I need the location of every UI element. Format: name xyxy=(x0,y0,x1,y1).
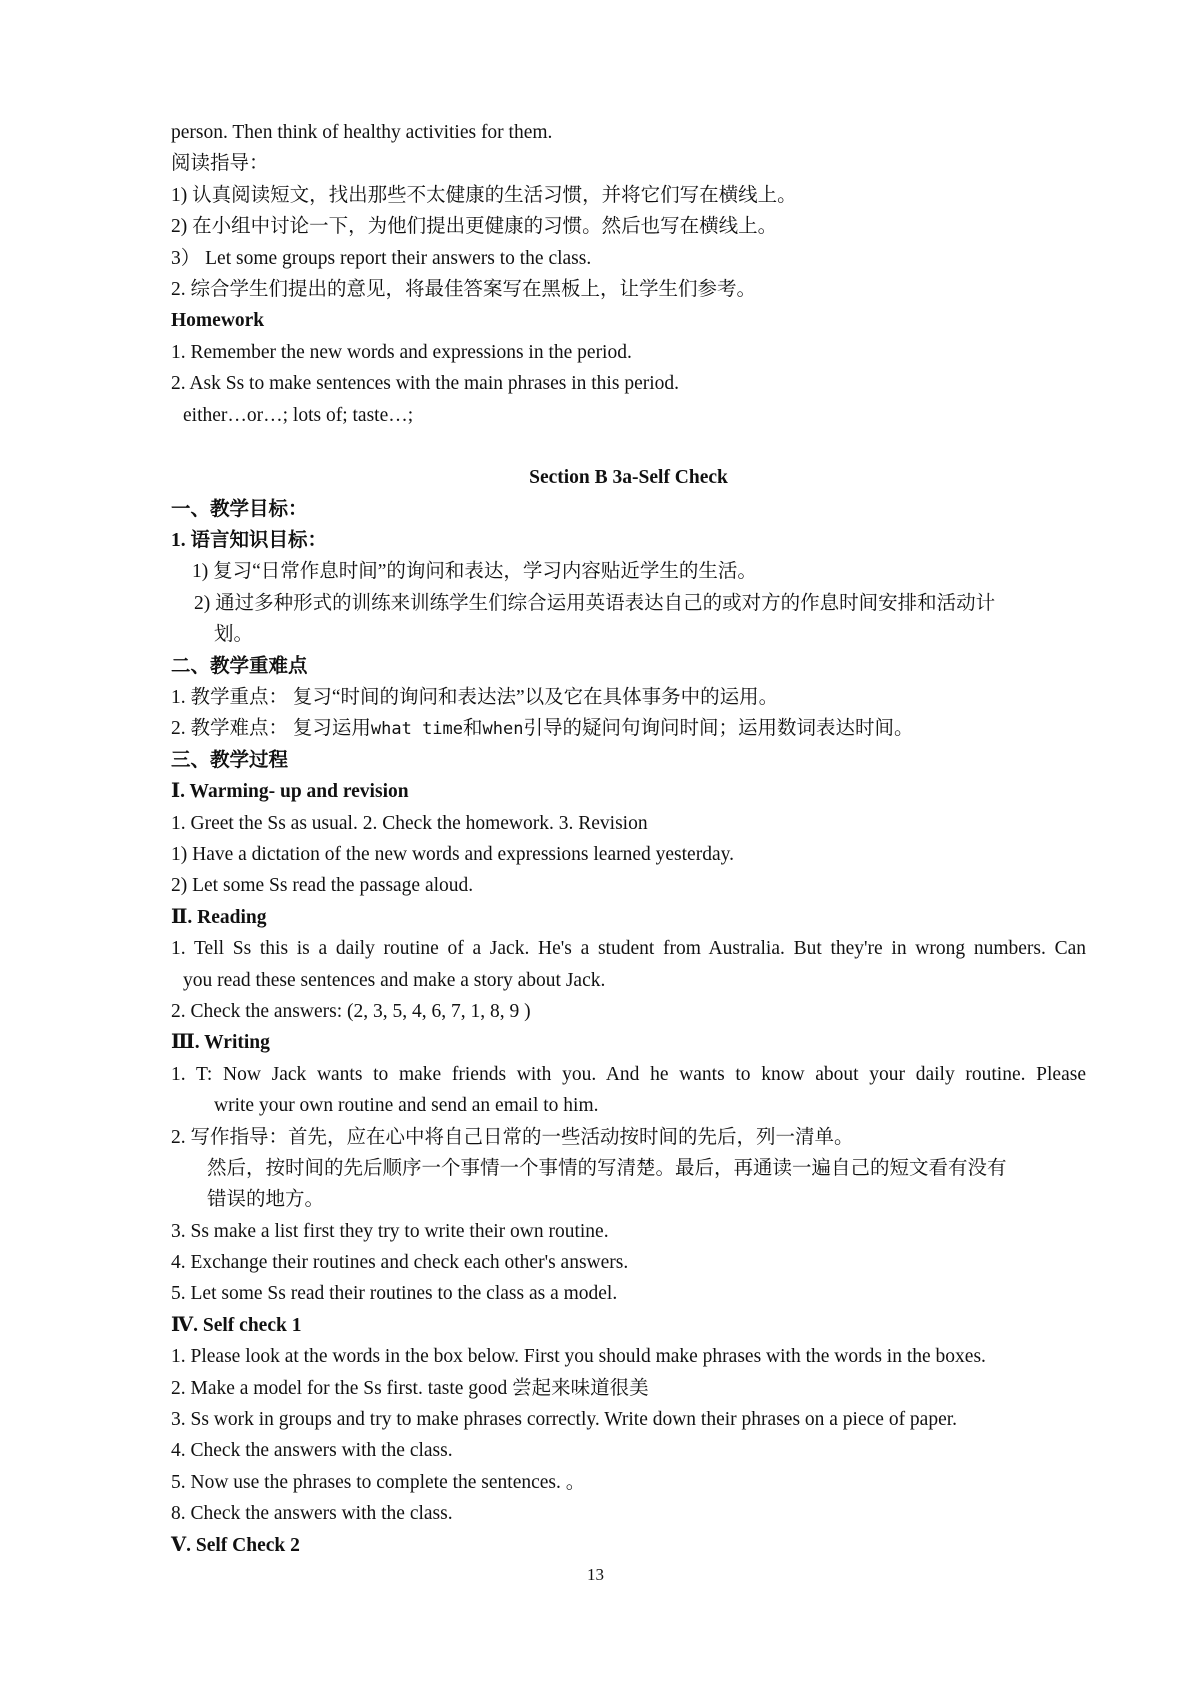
reading-item-continued: you read these sentences and make a story about Jack. xyxy=(183,969,606,991)
page-number: 13 xyxy=(587,1565,604,1584)
heading-language-goals: 1. 语言知识目标： xyxy=(171,530,328,552)
heading-key-points: 二、教学重难点 xyxy=(171,655,308,677)
selfcheck1-item: 1. Please look at the words in the box below. First you should make phrases with the words in the boxes. xyxy=(171,1346,986,1368)
heading-process: 三、教学过程 xyxy=(171,749,289,771)
homework-item: 2. Ask Ss to make sentences with the main phrases in this period. xyxy=(171,373,680,395)
writing-item: 5. Let some Ss read their routines to the class as a model. xyxy=(171,1283,618,1305)
goal-item-continued: 划。 xyxy=(214,624,254,646)
homework-heading: Homework xyxy=(171,310,265,332)
key-point-text: 引导的疑问句询问时间；运用数词表达时间。 xyxy=(523,718,914,740)
writing-item: 1. T: Now Jack wants to make friends with you. And he wants to know about your daily routine. Please xyxy=(171,1063,1086,1085)
key-point-text: 和 xyxy=(463,718,483,740)
writing-item: 4. Exchange their routines and check each other's answers. xyxy=(171,1252,629,1274)
selfcheck1-item: 4. Check the answers with the class. xyxy=(171,1440,453,1462)
text-line: 阅读指导： xyxy=(171,153,269,175)
key-point-text: 2. 教学难点： 复习运用 xyxy=(171,718,371,740)
text-line: 1) 认真阅读短文，找出那些不太健康的生活习惯，并将它们写在横线上。 xyxy=(171,184,797,206)
writing-item: 3. Ss make a list first they try to write their own routine. xyxy=(171,1220,609,1242)
key-point: 1. 教学重点： 复习“时间的询问和表达法”以及它在具体事务中的运用。 xyxy=(171,687,779,709)
key-point-code: when xyxy=(482,719,524,740)
reading-item: 2. Check the answers: (2, 3, 5, 4, 6, 7, 1, 8, 9 ) xyxy=(171,1000,531,1022)
key-point-code: what time xyxy=(370,719,464,740)
warmup-item: 1. Greet the Ss as usual. 2. Check the homework. 3. Revision xyxy=(171,812,648,834)
homework-item: 1. Remember the new words and expressions in the period. xyxy=(171,341,632,363)
writing-item-continued: write your own routine and send an email to him. xyxy=(214,1095,599,1117)
selfcheck1-heading: Ⅳ. Self check 1 xyxy=(171,1314,302,1336)
selfcheck2-heading: Ⅴ. Self Check 2 xyxy=(171,1534,300,1556)
key-point xyxy=(171,713,1086,744)
text-line: 3） Let some groups report their answers to the class. xyxy=(171,247,592,269)
writing-item-continued: 然后，按时间的先后顺序一个事情一个事情的写清楚。最后，再通读一遍自己的短文看有没有 xyxy=(207,1157,1007,1179)
writing-item-continued: 错误的地方。 xyxy=(207,1189,325,1211)
reading-item: 1. Tell Ss this is a daily routine of a Jack. He's a student from Australia. But they're in wrong numbers. Can xyxy=(171,938,1086,960)
writing-heading: Ⅲ. Writing xyxy=(171,1032,270,1054)
section-title: Section B 3a-Self Check xyxy=(529,467,728,489)
goal-item: 2) 通过多种形式的训练来训练学生们综合运用英语表达自己的或对方的作息时间安排和活动计 xyxy=(194,592,996,614)
text-line: 2. 综合学生们提出的意见，将最佳答案写在黑板上，让学生们参考。 xyxy=(171,278,757,300)
goal-item: 1) 复习“日常作息时间”的询问和表达，学习内容贴近学生的生活。 xyxy=(192,561,757,583)
reading-heading: Ⅱ. Reading xyxy=(171,906,267,928)
selfcheck1-item: 3. Ss work in groups and try to make phrases correctly. Write down their phrases on a piece of paper. xyxy=(171,1409,958,1431)
warmup-heading: Ⅰ. Warming- up and revision xyxy=(171,781,409,803)
page-content xyxy=(171,117,1086,1561)
text-line: 2) 在小组中讨论一下，为他们提出更健康的习惯。然后也写在横线上。 xyxy=(171,216,778,238)
writing-item: 2. 写作指导：首先，应在心中将自己日常的一些活动按时间的先后，列一清单。 xyxy=(171,1126,854,1148)
selfcheck1-item: 8. Check the answers with the class. xyxy=(171,1503,453,1525)
warmup-item: 1) Have a dictation of the new words and expressions learned yesterday. xyxy=(171,843,734,865)
spacer xyxy=(171,431,1086,462)
selfcheck1-item: 2. Make a model for the Ss first. taste good 尝起来味道很美 xyxy=(171,1377,649,1399)
heading-objectives: 一、教学目标： xyxy=(171,498,308,520)
warmup-item: 2) Let some Ss read the passage aloud. xyxy=(171,875,474,897)
selfcheck1-item: 5. Now use the phrases to complete the sentences. 。 xyxy=(171,1471,586,1493)
text-line: person. Then think of healthy activities for them. xyxy=(171,122,553,143)
homework-phrases: either…or…; lots of; taste…; xyxy=(183,404,414,426)
